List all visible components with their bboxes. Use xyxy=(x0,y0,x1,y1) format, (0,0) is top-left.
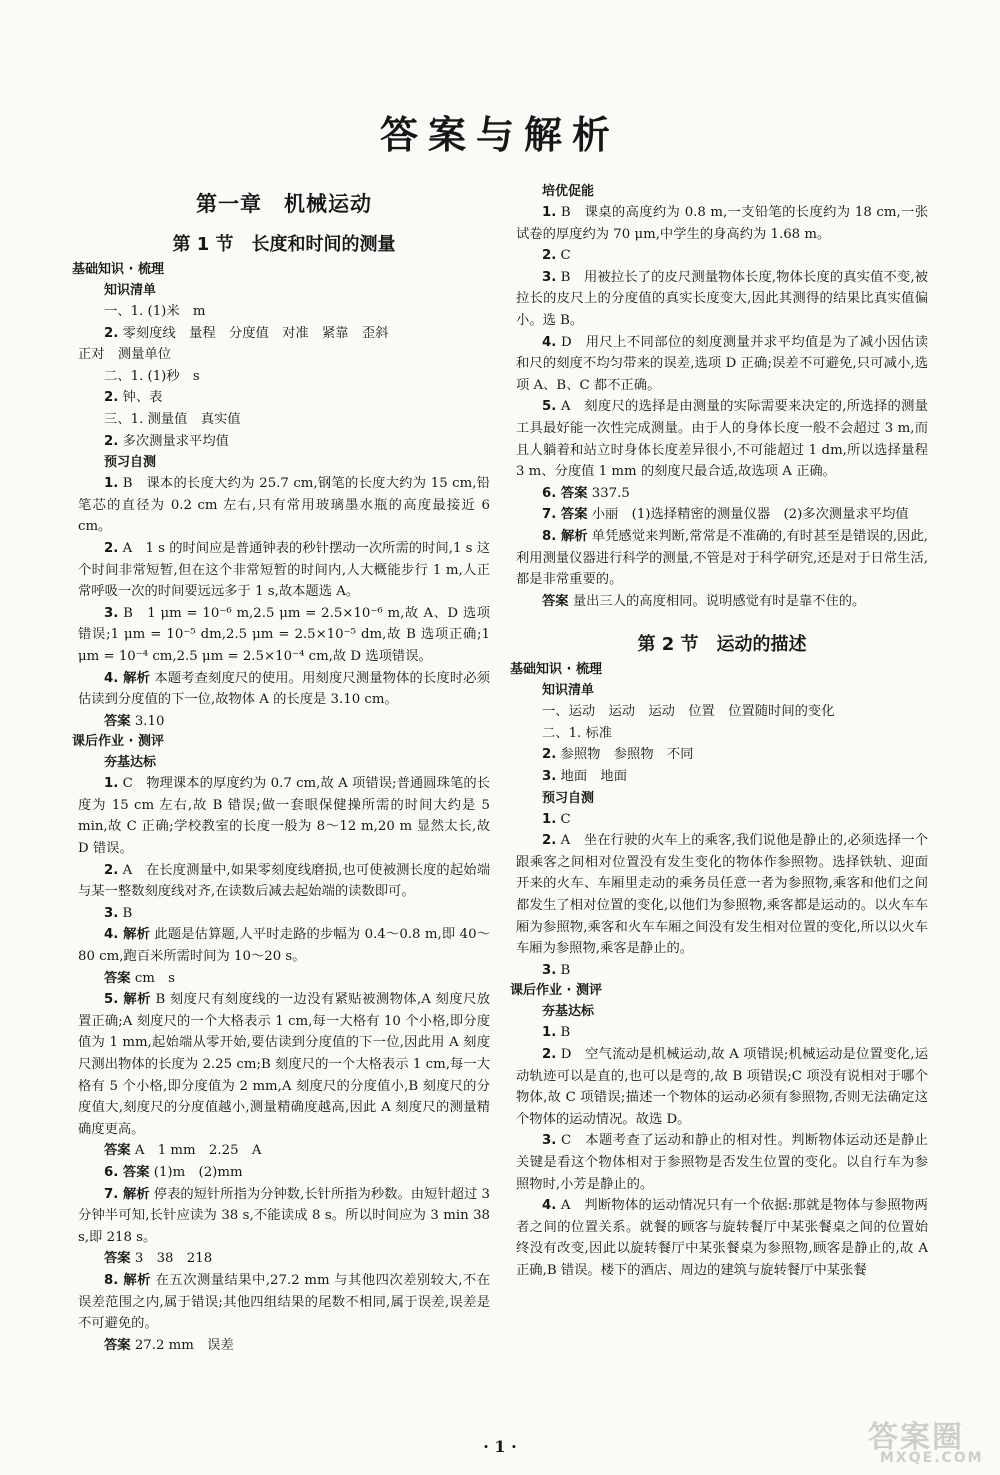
sub-heading: 知识清单 xyxy=(542,683,595,699)
item-number: 2. xyxy=(542,248,557,264)
answer-paragraph xyxy=(516,332,928,397)
page-number: · 1 · xyxy=(483,1437,517,1456)
item-text: 钟、表 xyxy=(122,390,163,406)
answer-paragraph xyxy=(78,431,490,453)
answer-paragraph xyxy=(78,603,490,668)
answer-paragraph xyxy=(516,1195,928,1281)
answer-paragraph xyxy=(78,409,490,431)
answer-paragraph xyxy=(516,744,928,766)
answer-paragraph xyxy=(78,711,490,733)
answer-paragraph xyxy=(516,809,928,831)
answer-paragraph xyxy=(78,773,490,859)
item-number: 1. xyxy=(104,476,119,492)
answer-paragraph xyxy=(516,245,928,267)
item-text: 一、运动 运动 运动 位置 位置随时间的变化 xyxy=(542,704,835,720)
sub-heading: 预习自测 xyxy=(542,790,595,806)
item-text: cm s xyxy=(134,970,176,986)
item-number: 4. xyxy=(542,1198,557,1214)
item-number: 4. 解析 xyxy=(104,670,150,686)
sub-heading: 培优促能 xyxy=(542,184,595,199)
item-number: 1. xyxy=(542,811,557,827)
item-number: 3. xyxy=(542,769,557,785)
item-text: 本题考查刻度尺的使用。用刻度尺测量物体的长度时必须估读到分度值的下一位,故物体 A 的长度是 3.10 cm。 xyxy=(78,670,491,708)
answer-paragraph xyxy=(516,526,928,591)
item-number: 3. xyxy=(542,269,557,285)
item-text: 此题是估算题,人平时走路的步幅为 0.4～0.8 m,即 40～80 cm,跑百米所需时间为 10～20 s。 xyxy=(78,927,490,965)
item-text: B 刻度尺有刻度线的一边没有紧贴被测物体,A 刻度尺放置正确;A 刻度尺的一个大格表示 1 cm,每一大格有 10 个小格,即分度值为 1 mm,起始端从零开始,要估读到分度值的下一位,因此用 A 刻度尺测出物体的长度为 2.25 cm;B 刻度尺的一个大格表示 1 cm,每一大格有 5 个小格,即分度值为 2 mm,A 刻度尺的分度值小,B 刻度尺的分度值大,刻度尺的分度值越小,测量精确度越高,因此 A 刻度尺的测量精确度更高。 xyxy=(78,992,491,1137)
item-text: B 课本的长度大约为 25.7 cm,钢笔的长度大约为 15 cm,铅笔芯的直径为 0.2 cm 左右,只有常用玻璃墨水瓶的高度最接近 6 cm。 xyxy=(78,476,490,535)
answer-paragraph xyxy=(516,504,928,526)
item-text: A 在长度测量中,如果零刻度线磨损,也可使被测长度的起始端与某一整数刻度线对齐,在读数后减去起始端的读数即可。 xyxy=(78,862,490,900)
item-number: 5. xyxy=(542,399,557,415)
item-text: 一、1. (1)米 m xyxy=(104,304,206,319)
item-text: 量出三人的高度相同。说明感觉有时是靠不住的。 xyxy=(572,593,866,609)
section-heading: 第 1 节 长度和时间的测量 xyxy=(172,234,396,255)
item-number: 答案 xyxy=(542,593,569,609)
sub-heading: 预习自测 xyxy=(104,455,157,471)
sub-heading: 知识清单 xyxy=(104,283,157,298)
answer-paragraph xyxy=(78,668,490,711)
answer-paragraph xyxy=(516,267,928,332)
item-number: 2. xyxy=(104,325,119,341)
answer-paragraph xyxy=(78,989,490,1140)
item-number: 4. 解析 xyxy=(104,927,150,943)
item-text: 337.5 xyxy=(591,485,630,501)
item-number: 1. xyxy=(104,776,119,792)
answer-paragraph xyxy=(78,1270,490,1335)
item-number: 8. 解析 xyxy=(104,1272,151,1288)
answer-paragraph xyxy=(516,1044,928,1130)
answer-paragraph xyxy=(516,202,928,245)
item-text: D 空气流动是机械运动,故 A 项错误;机械运动是位置变化,运动轨迹可以是直的,也可以是弯的,故 B 项错误;C 项没有说相对于哪个物体,故 C 项错误;描述一个物体的运动必须有参照物,否则无法确定这个物体的运动情况。故选 D。 xyxy=(516,1047,928,1127)
item-text: C 本题考查了运动和静止的相对性。判断物体运动还是静止关键是看这个物体相对于参照物是否发生位置的变化。以自行车为参照物时,小芳是静止的。 xyxy=(516,1133,928,1192)
item-text: 二、1. (1)秒 s xyxy=(104,368,200,384)
part-label: 课后作业 · 测评 xyxy=(72,734,164,750)
answer-paragraph xyxy=(78,1248,490,1270)
item-number: 5. 解析 xyxy=(104,992,151,1008)
item-number: 答案 xyxy=(104,713,131,729)
item-text: B 用被拉长了的皮尺测量物体长度,物体长度的真实值不变,被拉长的皮尺上的分度值的真实长度变大,因此其测得的结果比真实值偏小。选 B。 xyxy=(516,269,928,328)
sub-heading: 夯基达标 xyxy=(104,755,157,771)
item-number: 3. xyxy=(104,905,119,921)
item-number: 8. 解析 xyxy=(542,528,588,544)
chapter-heading: 第一章 机械运动 xyxy=(196,192,372,216)
sub-heading: 夯基达标 xyxy=(542,1004,595,1020)
answer-paragraph xyxy=(78,1335,490,1357)
item-number: 答案 xyxy=(104,1337,131,1353)
item-number: 答案 xyxy=(104,970,131,986)
item-number: 答案 xyxy=(104,1251,131,1267)
item-number: 2. xyxy=(104,433,119,449)
item-text: 3 38 218 xyxy=(134,1251,213,1267)
item-number: 3. xyxy=(542,962,557,978)
answer-paragraph xyxy=(516,1130,928,1195)
item-text: A 1 s 的时间应是普通钟表的秒针摆动一次所需的时间,1 s 这个时间非常短暂,但在这个非常短暂的时间内,人大概能步行 1 m,人正常呼吸一次的时间要远远多于 1 s,故本题选 A。 xyxy=(78,540,490,600)
item-text: B 1 μm = 10⁻⁶ m,2.5 μm = 2.5×10⁻⁶ m,故 A、D 选项错误;1 μm = 10⁻⁵ dm,2.5 μm = 2.5×10⁻⁵ dm,故 B 选项正确;1 μm = 10⁻⁴ cm,2.5 μm = 2.5×10⁻⁴ cm,故 D 选项错误。 xyxy=(78,605,491,664)
answer-paragraph xyxy=(78,301,490,323)
part-label: 基础知识 · 梳理 xyxy=(510,662,602,678)
item-text: 单凭感觉来判断,常常是不准确的,有时甚至是错误的,因此,利用测量仪器进行科学的测量,不管是对于科学研究,还是对于日常生活,都是非常重要的。 xyxy=(516,528,928,588)
item-text: B xyxy=(560,1025,571,1041)
answer-paragraph xyxy=(516,1022,928,1044)
answer-paragraph xyxy=(78,1162,490,1184)
item-text: D 用尺上不同部位的刻度测量并求平均值是为了减小因估读和尺的刻度不均匀带来的误差,选项 D 正确;误差不可避免,只可减小,选项 A、B、C 都不正确。 xyxy=(516,334,928,393)
item-text: C xyxy=(560,811,571,827)
item-text: 27.2 mm 误差 xyxy=(134,1337,234,1353)
answer-paragraph xyxy=(78,387,490,409)
item-number: 2. xyxy=(542,1047,557,1062)
answer-paragraph xyxy=(78,366,490,388)
watermark-domain: MXQE.COM xyxy=(880,1450,984,1466)
item-text: 停表的短针所指为分钟数,长针所指为秒数。由短针超过 3 分钟半可知,长针应读为 38 s,不能读成 8 s。所以时间应为 3 min 38 s,即 218 s。 xyxy=(78,1186,490,1245)
item-number: 6. 答案 xyxy=(104,1164,150,1180)
item-number: 6. 答案 xyxy=(542,485,588,501)
left-column xyxy=(72,188,491,1356)
watermark-main: 答案圈 xyxy=(868,1420,964,1455)
answer-paragraph xyxy=(78,924,490,967)
item-text: 零刻度线 量程 分度值 对准 紧靠 歪斜 xyxy=(122,325,389,341)
answer-paragraph xyxy=(78,860,490,903)
answer-paragraph xyxy=(516,723,928,745)
item-text: A 1 mm 2.25 A xyxy=(134,1143,262,1159)
item-number: 2. xyxy=(104,862,119,878)
answer-paragraph xyxy=(78,903,490,925)
answer-paragraph xyxy=(78,1140,490,1162)
right-column xyxy=(510,181,928,1282)
item-text: 三、1. 测量值 真实值 xyxy=(104,411,241,427)
answer-paragraph xyxy=(516,960,928,982)
answer-paragraph xyxy=(78,538,490,603)
answer-paragraph xyxy=(516,396,928,482)
item-text: A 坐在行驶的火车上的乘客,我们说他是静止的,必须选择一个跟乘客之间相对位置没有发生变化的物体作参照物。选择铁轨、迎面开来的火车、车厢里走动的乘务员任意一者为参照物,乘客和他们之间都发生了相对位置的变化,以他们为参照物,乘客都是运动的。以火车车厢为参照物,乘客和火车车厢之间没有发生相对位置的变化,所以以火车车厢为参照物,乘客是静止的。 xyxy=(516,833,928,957)
section-heading: 第 2 节 运动的描述 xyxy=(637,634,807,656)
item-number: 1. xyxy=(542,205,557,220)
item-text: 小丽 (1)选择精密的测量仪器 (2)多次测量求平均值 xyxy=(591,507,909,523)
item-text: 地面 地面 xyxy=(560,769,628,785)
answer-paragraph xyxy=(78,473,490,538)
item-text: 二、1. 标准 xyxy=(542,725,613,741)
item-text: 3.10 xyxy=(134,713,165,729)
item-number: 1. xyxy=(542,1025,557,1041)
item-text: 参照物 参照物 不同 xyxy=(560,747,694,763)
item-number: 4. xyxy=(542,334,557,350)
item-text: B 课桌的高度约为 0.8 m,一支铅笔的长度约为 18 cm,一张试卷的厚度约为 70 μm,中学生的身高约为 1.68 m。 xyxy=(516,205,928,242)
item-number: 2. xyxy=(104,540,119,556)
answer-paragraph xyxy=(516,766,928,788)
item-text: A 判断物体的运动情况只有一个依据:那就是物体与参照物两者之间的位置关系。就餐的顾客与旋转餐厅中某张餐桌之间的位置始终没有改变,因此以旋转餐厅中某张餐桌为参照物,顾客是静止的,故 A 正确,B 错误。楼下的酒店、周边的建筑与旋转餐厅中某张餐 xyxy=(516,1198,928,1278)
watermark-logo xyxy=(862,1412,992,1470)
item-number: 2. xyxy=(104,390,119,406)
answer-paragraph xyxy=(78,1184,490,1249)
part-label: 基础知识 · 梳理 xyxy=(72,262,164,277)
answer-paragraph xyxy=(78,344,490,366)
part-label: 课后作业 · 测评 xyxy=(510,983,602,999)
item-number: 答案 xyxy=(104,1143,131,1159)
answer-paragraph xyxy=(516,830,928,960)
answer-paragraph xyxy=(78,323,490,345)
item-text: C xyxy=(560,248,571,264)
page-title: 答案与解析 xyxy=(379,113,620,157)
item-text: (1)m (2)mm xyxy=(153,1164,243,1180)
item-text: C 物理课本的厚度约为 0.7 cm,故 A 项错误;普通圆珠笔的长度为 15 cm 左右,故 B 错误;做一套眼保健操所需的时间大约是 5 min,故 C 正确;学校教室的长度一般为 8～12 m,20 m 显然太长,故 D 错误。 xyxy=(78,776,491,857)
item-number: 3. xyxy=(542,1133,557,1149)
answer-paragraph xyxy=(78,968,490,990)
item-number: 2. xyxy=(542,833,557,849)
item-number: 7. 答案 xyxy=(542,507,588,523)
answer-paragraph xyxy=(516,591,928,613)
item-text: B xyxy=(122,905,133,921)
item-number: 7. 解析 xyxy=(104,1186,150,1202)
item-text: 正对 测量单位 xyxy=(78,347,172,363)
answer-paragraph xyxy=(516,483,928,505)
answer-paragraph xyxy=(516,701,928,723)
item-number: 3. xyxy=(104,605,119,621)
item-text: A 刻度尺的选择是由测量的实际需要来决定的,所选择的测量工具最好能一次性完成测量。由于人的身体长度一般不会超过 3 m,而且人躺着和站立时身体长度差异很小,不可能超过 1 dm,所以选择量程 3 m、分度值 1 mm 的刻度尺最合适,故选项 A 正确。 xyxy=(516,399,928,480)
item-text: 多次测量求平均值 xyxy=(122,433,229,449)
item-text: 在五次测量结果中,27.2 mm 与其他四次差别较大,不在误差范围之内,属于错误;其他四组结果的尾数不相同,属于误差,误差是不可避免的。 xyxy=(78,1272,490,1332)
item-text: B xyxy=(560,962,571,978)
item-number: 2. xyxy=(542,747,557,763)
